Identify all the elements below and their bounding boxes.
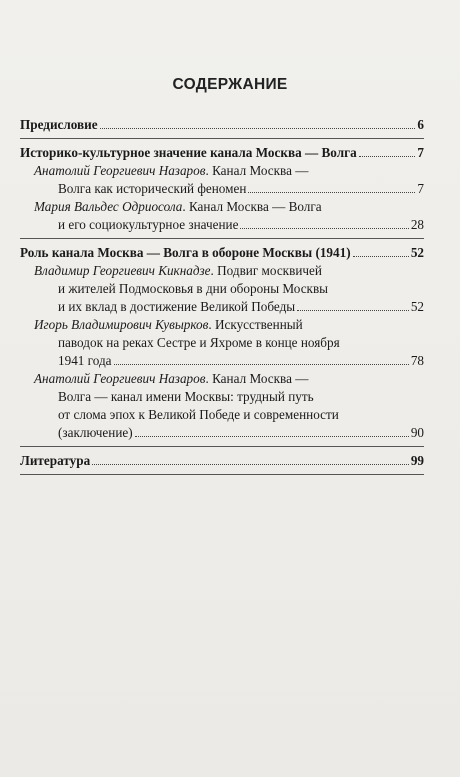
author-name: Анатолий Георгиевич Назаров [34, 163, 206, 178]
article-title-line: и его социокультурное значение [58, 217, 239, 232]
toc-page-number: 90 [410, 425, 424, 440]
article-title-line: . Канал Москва — Волга [182, 199, 322, 214]
toc-entry-title: Историко-культурное значение канала Москва — Волга [20, 145, 357, 160]
dot-leader [353, 255, 409, 257]
article-title-line: паводок на реках Сестре и Яхроме в конце ноября [58, 335, 340, 350]
toc-page-number: 52 [410, 299, 424, 314]
dot-leader [248, 191, 415, 193]
article-title-line: и жителей Подмосковья в дни обороны Москвы [58, 281, 329, 296]
divider [20, 238, 424, 239]
toc-entry-title: Предисловие [20, 117, 98, 132]
dot-leader [92, 463, 409, 465]
article-title-line: и их вклад в достижение Великой Победы [58, 299, 296, 314]
toc-entry-nazarov-2[interactable] [20, 370, 424, 442]
toc-entry-kiknadze[interactable] [20, 262, 424, 316]
author-name: Владимир Георгиевич Кикнадзе [34, 263, 211, 278]
toc-entry-odriosola[interactable] [20, 198, 424, 234]
toc-page-number: 6 [417, 117, 424, 132]
article-title-line: . Подвиг москвичей [210, 263, 322, 278]
article-title-line: . Искусственный [208, 317, 303, 332]
toc-page-number: 28 [410, 217, 424, 232]
toc-section-defense[interactable] [20, 244, 424, 262]
article-title-line: Волга — канал имени Москвы: трудный путь [58, 389, 314, 404]
dot-leader [114, 363, 409, 365]
table-of-contents [20, 116, 424, 480]
toc-page-number: 7 [417, 145, 424, 160]
divider [20, 138, 424, 139]
author-name: Мария Вальдес Одриосола [34, 199, 183, 214]
toc-section-historical[interactable] [20, 144, 424, 162]
toc-entry-kuvyrkov[interactable] [20, 316, 424, 370]
author-name: Анатолий Георгиевич Назаров [34, 371, 206, 386]
author-name: Игорь Владимирович Кувырков [34, 317, 209, 332]
dot-leader [359, 155, 416, 157]
toc-page-number: 52 [410, 245, 424, 260]
page-title: СОДЕРЖАНИЕ [172, 76, 288, 93]
toc-page-number: 78 [410, 353, 424, 368]
article-title-line: 1941 года [58, 353, 112, 368]
toc-entry-title: Литература [20, 453, 91, 468]
article-title-line: . Канал Москва — [205, 163, 309, 178]
toc-entry-nazarov-1[interactable] [20, 162, 424, 198]
article-title-line: (заключение) [58, 425, 133, 440]
toc-page-number: 99 [410, 453, 424, 468]
toc-entry-title: Роль канала Москва — Волга в обороне Москвы (1941) [20, 245, 351, 260]
dot-leader [240, 227, 408, 229]
toc-entry-literature[interactable] [20, 452, 424, 470]
article-title-line: Волга как исторический феномен [58, 181, 247, 196]
divider [20, 474, 424, 475]
toc-entry-foreword[interactable] [20, 116, 424, 134]
divider [20, 446, 424, 447]
dot-leader [135, 435, 409, 437]
article-title-line: . Канал Москва — [205, 371, 309, 386]
dot-leader [100, 127, 416, 129]
toc-page-number: 7 [417, 181, 424, 196]
dot-leader [297, 309, 409, 311]
article-title-line: от слома эпох к Великой Победе и современности [58, 407, 339, 422]
